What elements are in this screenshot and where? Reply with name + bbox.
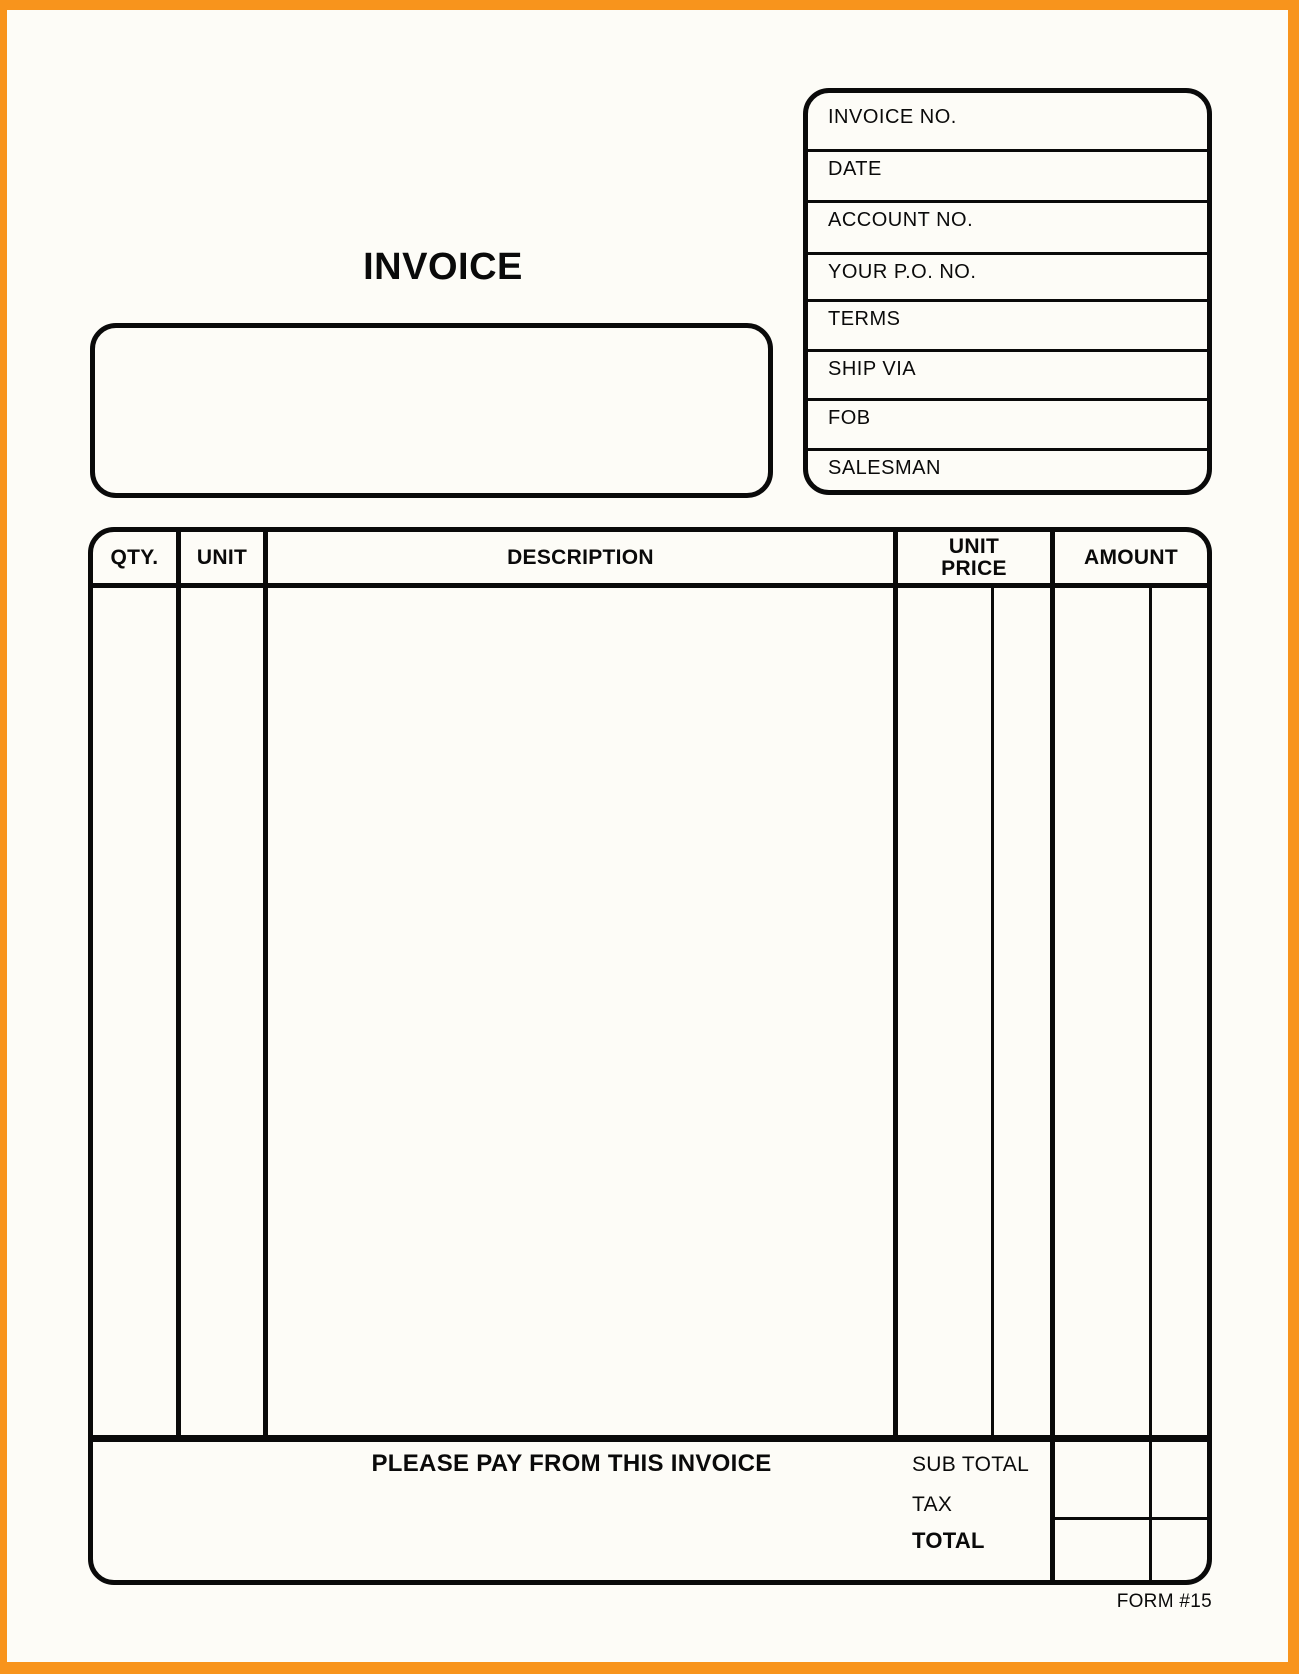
unit-column-header: UNIT bbox=[196, 545, 248, 569]
date-label: DATE bbox=[828, 158, 882, 180]
account-no-label: ACCOUNT NO. bbox=[828, 209, 974, 231]
bill-to-field[interactable] bbox=[95, 328, 768, 493]
terms-label: TERMS bbox=[828, 308, 901, 330]
info-row-terms bbox=[808, 299, 1207, 349]
invoice-no-label: INVOICE NO. bbox=[828, 106, 957, 128]
description-column-header: DESCRIPTION bbox=[507, 545, 654, 569]
page-title: INVOICE bbox=[363, 246, 523, 288]
invoice-no-field[interactable] bbox=[808, 93, 1207, 149]
page-border-top bbox=[0, 0, 1299, 10]
sub-total-label: SUB TOTAL bbox=[912, 1453, 1030, 1476]
tax-label: TAX bbox=[912, 1493, 953, 1516]
info-row-ship-via bbox=[808, 349, 1207, 398]
unit-price-header-line1: UNIT bbox=[948, 534, 1000, 558]
fob-label: FOB bbox=[828, 407, 871, 429]
page-border-right bbox=[1288, 0, 1299, 1674]
info-row-salesman bbox=[808, 448, 1207, 490]
footer-separator-line bbox=[93, 1435, 1207, 1442]
page-border-left bbox=[0, 0, 7, 1674]
pay-from-invoice-message: PLEASE PAY FROM THIS INVOICE bbox=[371, 1450, 772, 1477]
ship-via-field[interactable] bbox=[808, 352, 1207, 398]
your-po-no-field[interactable] bbox=[808, 255, 1207, 299]
qty-column-header: QTY. bbox=[110, 545, 159, 569]
info-row-fob bbox=[808, 398, 1207, 448]
subtotal-tax-value-area[interactable] bbox=[1055, 1442, 1207, 1517]
amount-column-header: AMOUNT bbox=[1084, 545, 1178, 569]
fob-field[interactable] bbox=[808, 401, 1207, 448]
info-row-invoice-no bbox=[808, 93, 1207, 149]
page-border-bottom bbox=[0, 1662, 1299, 1674]
salesman-field[interactable] bbox=[808, 451, 1207, 490]
total-label: TOTAL bbox=[912, 1528, 985, 1553]
total-value-area[interactable] bbox=[1055, 1520, 1207, 1580]
ship-via-label: SHIP VIA bbox=[828, 358, 917, 380]
info-row-date bbox=[808, 149, 1207, 200]
salesman-label: SALESMAN bbox=[828, 457, 941, 479]
line-items-area[interactable] bbox=[93, 588, 1207, 1435]
line-items-table bbox=[88, 527, 1212, 1585]
bill-to-box bbox=[90, 323, 773, 498]
unit-price-header-line2: PRICE bbox=[941, 556, 1007, 580]
form-number: FORM #15 bbox=[1116, 1591, 1212, 1612]
info-row-account-no bbox=[808, 200, 1207, 252]
account-no-field[interactable] bbox=[808, 203, 1207, 252]
unit-price-column-header bbox=[898, 532, 1050, 583]
terms-field[interactable] bbox=[808, 302, 1207, 349]
invoice-info-box bbox=[803, 88, 1212, 495]
date-field[interactable] bbox=[808, 152, 1207, 200]
info-row-your-po-no bbox=[808, 252, 1207, 299]
your-po-no-label: YOUR P.O. NO. bbox=[828, 261, 977, 283]
